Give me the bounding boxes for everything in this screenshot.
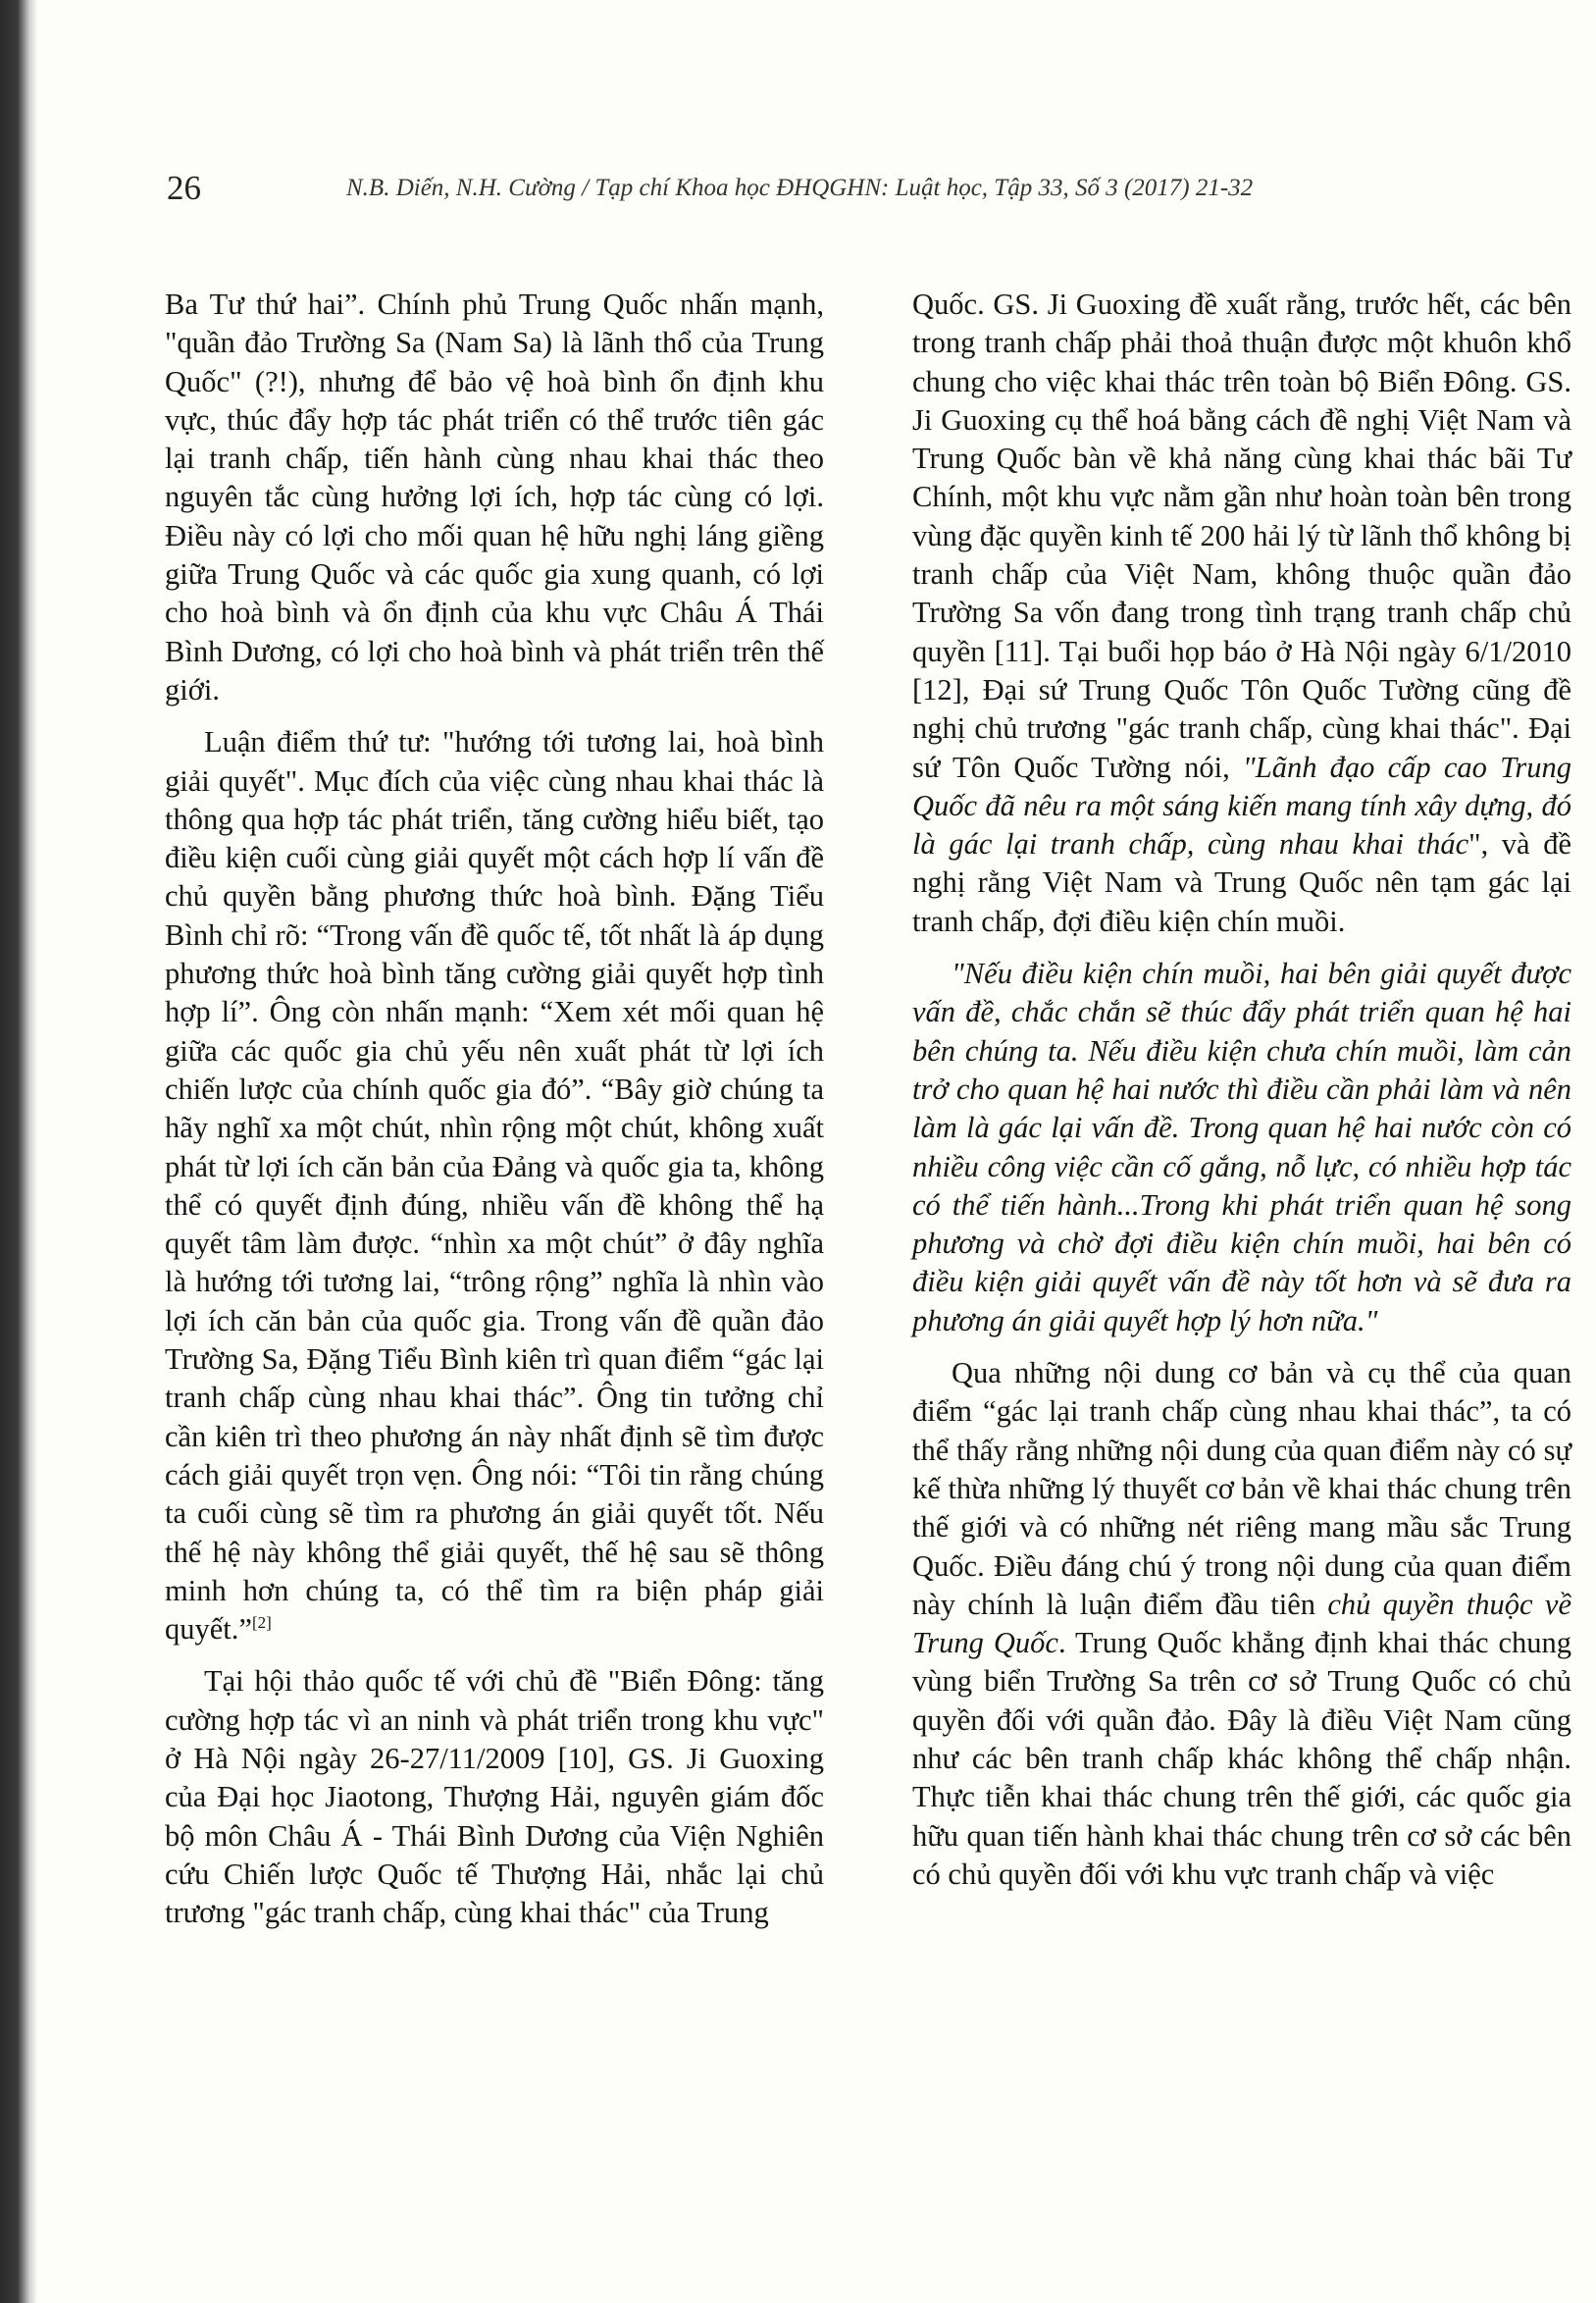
- running-head: N.B. Diến, N.H. Cường / Tạp chí Khoa học ĐHQGHN: Luật học, Tập 33, Số 3 (2017) 21-32: [346, 175, 1254, 201]
- paragraph-text: Quốc. GS. Ji Guoxing đề xuất rằng, trước hết, các bên trong tranh chấp phải thoả thuận được một khuôn khổ chung cho việc khai thác trên toàn bộ Biển Đông. GS. Ji Guoxing cụ thể hoá bằng cách đề nghị Việt Nam và Trung Quốc bàn về khả năng cùng khai thác bãi Tư Chính, một khu vực nằm gần như hoàn toàn bên trong vùng đặc quyền kinh tế 200 hải lý từ lãnh thổ không bị tranh chấp của Việt Nam, không thuộc quần đảo Trường Sa vốn đang trong tình trạng tranh chấp chủ quyền [11]. Tại buổi họp báo ở Hà Nội ngày 6/1/2010 [12], Đại sứ Trung Quốc Tôn Quốc Tường cũng đề nghị chủ trương "gác tranh chấp, cùng khai thác". Đại sứ Tôn Quốc Tường nói,: [912, 288, 1571, 784]
- paragraph-text: Luận điểm thứ tư: "hướng tới tương lai, hoà bình giải quyết". Mục đích của việc cùng nhau khai thác là thông qua hợp tác phát triển, tăng cường hiểu biết, tạo điều kiện cuối cùng giải quyết một cách hợp lí vấn đề chủ quyền bằng phương thức hoà bình. Đặng Tiểu Bình chỉ rõ: “Trong vấn đề quốc tế, tốt nhất là áp dụng phương thức hoà bình tăng cường giải quyết hợp tình hợp lí”. Ông còn nhấn mạnh: “Xem xét mối quan hệ giữa các quốc gia chủ yếu nên xuất phát từ lợi ích chiến lược của chính quốc gia đó”. “Bây giờ chúng ta hãy nghĩ xa một chút, nhìn rộng một chút, không xuất phát từ lợi ích căn bản của Đảng và quốc gia ta, không thể có quyết định đúng, nhiều vấn đề không thể hạ quyết tâm làm được. “nhìn xa một chút” ở đây nghĩa là hướng tới tương lai, “trông rộng” nghĩa là nhìn vào lợi ích căn bản của quốc gia. Trong vấn đề quần đảo Trường Sa, Đặng Tiểu Bình kiên trì quan điểm “gác lại tranh chấp cùng nhau khai thác”. Ông tin tưởng chỉ cần kiên trì theo phương án này nhất định sẽ tìm được cách giải quyết trọn vẹn. Ông nói: “Tôi tin rằng chúng ta cuối cùng sẽ tìm ra phương án giải quyết tốt. Nếu thế hệ này không thể giải quyết, thế hệ sau sẽ thông minh hơn chúng ta, có thể tìm ra biện pháp giải quyết.”: [165, 725, 824, 1647]
- paragraph: Tại hội thảo quốc tế với chủ đề "Biển Đông: tăng cường hợp tác vì an ninh và phát triển trong khu vực" ở Hà Nội ngày 26-27/11/2009 [10], GS. Ji Guoxing của Đại học Jiaotong, Thượng Hải, nguyên giám đốc bộ môn Châu Á - Thái Bình Dương của Viện Nghiên cứu Chiến lược Quốc tế Thượng Hải, nhắc lại chủ trương "gác tranh chấp, cùng khai thác" của Trung: [165, 1664, 824, 1930]
- paragraph-text: . Trung Quốc khẳng định khai thác chung vùng biển Trường Sa trên cơ sở Trung Quốc có chủ quyền đối với quần đảo. Đây là điều Việt Nam cũng như các bên tranh chấp khác không thể chấp nhận. Thực tiễn khai thác chung trên thế giới, các quốc gia hữu quan tiến hành khai thác chung trên cơ sở các bên có chủ quyền đối với khu vực tranh chấp và việc: [912, 1626, 1571, 1891]
- paragraph: [165, 723, 824, 1649]
- italic-phrase: chủ quyền thuộc về Trung Quốc: [912, 1587, 1571, 1660]
- left-column: [165, 286, 824, 1932]
- paragraph: [912, 286, 1571, 941]
- reference-marker: [2]: [251, 1612, 272, 1632]
- scan-edge-shadow: [0, 0, 37, 2303]
- paragraph: [912, 1354, 1571, 1894]
- right-column: [912, 286, 1571, 1894]
- block-quote: "Nếu điều kiện chín muồi, hai bên giải quyết được vấn đề, chắc chắn sẽ thúc đẩy phát triển quan hệ hai bên chúng ta. Nếu điều kiện chưa chín muồi, làm cản trở cho quan hệ hai nước thì điều cần phải làm và nên làm là gác lại vấn đề. Trong quan hệ hai nước còn có nhiều công việc cần cố gắng, nỗ lực, có nhiều hợp tác có thể tiến hành...Trong khi phát triển quan hệ song phương và chờ đợi điều kiện chín muồi, hai bên có điều kiện giải quyết vấn đề này tốt hơn và sẽ đưa ra phương án giải quyết hợp lý hơn nữa.": [912, 957, 1571, 1337]
- paragraph-text: Qua những nội dung cơ bản và cụ thể của quan điểm “gác lại tranh chấp cùng nhau khai thác”, ta có thể thấy rằng những nội dung của quan điểm này có sự kế thừa những lý thuyết cơ bản về khai thác chung trên thế giới và có những nét riêng mang mầu sắc Trung Quốc. Điều đáng chú ý trong nội dung của quan điểm này chính là luận điểm đầu tiên: [912, 1356, 1571, 1621]
- page-number: 26: [167, 169, 201, 207]
- italic-quote: "Lãnh đạo cấp cao Trung Quốc đã nêu ra một sáng kiến mang tính xây dựng, đó là gác lại tranh chấp, cùng nhau khai thác: [912, 750, 1571, 862]
- page-header: [167, 169, 1393, 218]
- paragraph: Ba Tư thứ hai”. Chính phủ Trung Quốc nhấn mạnh, "quần đảo Trường Sa (Nam Sa) là lãnh thổ của Trung Quốc" (?!), nhưng để bảo vệ hoà bình ổn định khu vực, thúc đẩy hợp tác phát triển có thể trước tiên gác lại tranh chấp, tiến hành cùng nhau khai thác theo nguyên tắc cùng hưởng lợi ích, hợp tác cùng có lợi. Điều này có lợi cho mối quan hệ hữu nghị láng giềng giữa Trung Quốc và các quốc gia xung quanh, có lợi cho hoà bình và ổn định của khu vực Châu Á Thái Bình Dương, có lợi cho hoà bình và phát triển trên thế giới.: [165, 288, 824, 707]
- paragraph-text: ", và đề nghị rằng Việt Nam và Trung Quốc nên tạm gác lại tranh chấp, đợi điều kiện chín muồi.: [912, 827, 1571, 938]
